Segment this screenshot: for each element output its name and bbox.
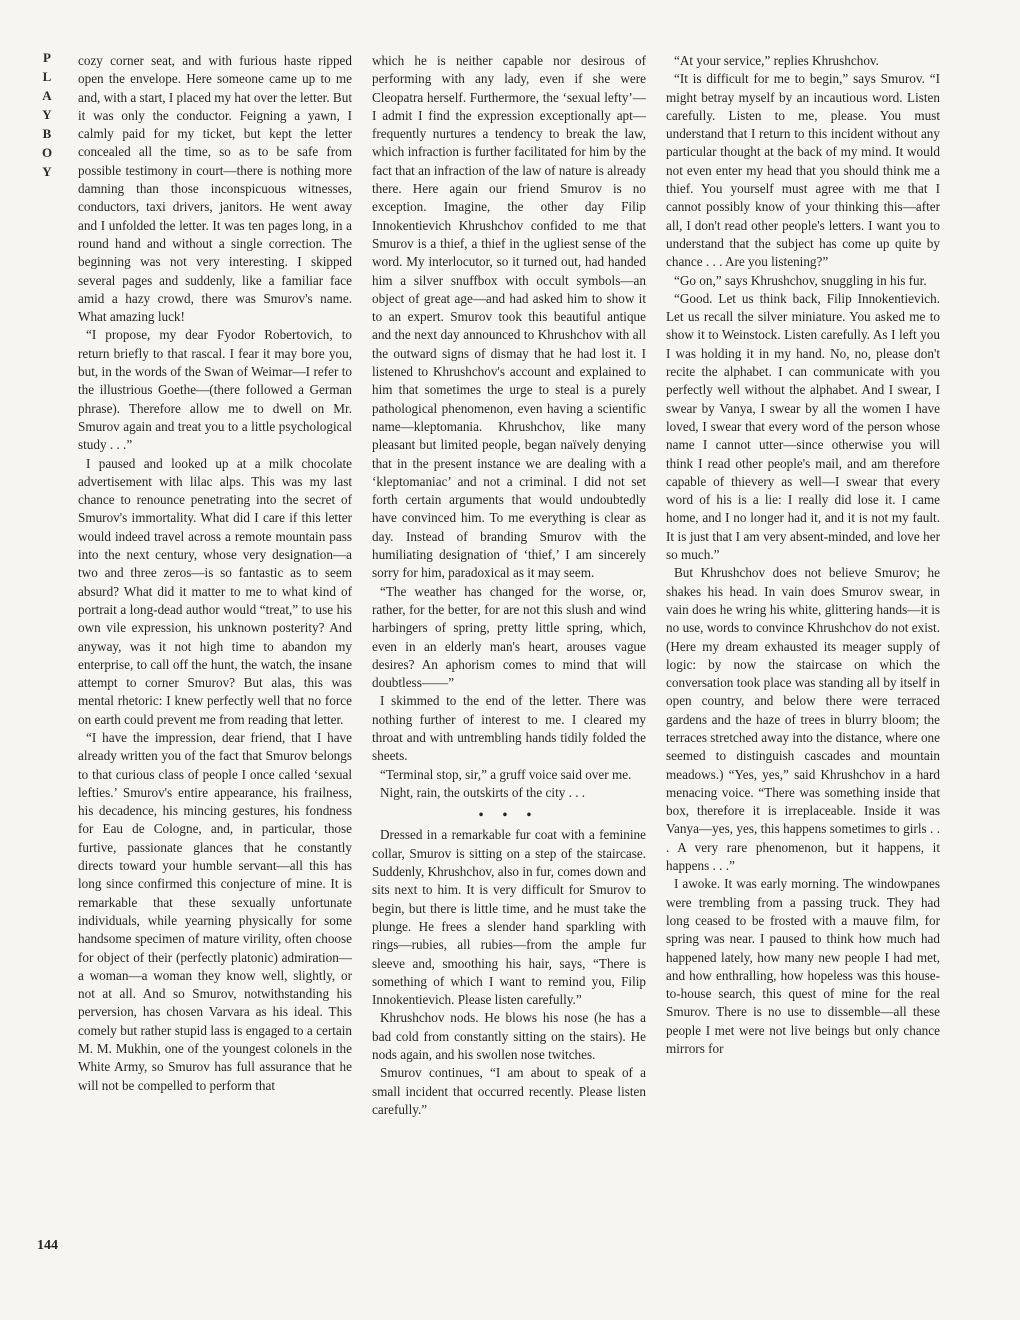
paragraph: “It is difficult for me to begin,” says Smurov. “I might betray myself by an incautious word. Listen carefully. Listen to me, please. You must understand that I return to this incident without any particular thought at the back of my mind. It would not even enter my head that you should think me a thief. You yourself must agree with me that I cannot possibly know of your thinking this—after all, I don't read other people's letters. I want you to understand that the subject has come up quite by chance . . . Are you listening?” (666, 71, 940, 270)
running-head-letter: P (43, 50, 51, 65)
text-column-2 (372, 52, 646, 1119)
paragraph: I paused and looked up at a milk chocolate advertisement with lilac alps. This was my last chance to renounce penetrating into the secret of Smurov's immortality. What did I care if this letter would indeed travel across a remote mountain pass into the next century, whose very designation—a two and three zeros—is so fantastic as to seem absurd? What did it matter to me to what kind of portrait a long-dead author would “treat,” to use his own vile expression, his unknown posterity? And anyway, was it not high time to abandon my enterprise, to call off the hunt, the watch, the insane attempt to corner Smurov? But alas, this was mental rhetoric: I knew perfectly well that no force on earth could prevent me from reading that letter. (78, 455, 352, 727)
running-head-letter: B (42, 126, 52, 141)
paragraph: “Go on,” says Khrushchov, snuggling in his fur. (674, 272, 927, 288)
paragraph: “Good. Let us think back, Filip Innokentievich. Let us recall the silver miniature. You asked me to show it to Weinstock. Listen carefully. As I left you I was holding it in my hand. No, no, please don't recite the alphabet. I can communicate with you perfectly well without the alphabet. And I swear, I swear by Vanya, I swear by all the women I have loved, I swear that every word of the person whose name I cannot utter—since otherwise you will think I read other people's mail, and am therefore capable of thievery as well—I swear that every word of his is a lie: I really did lose it. I came home, and I no longer had it, and it is not my fault. It is just that I am very absent-minded, and love her so much.” (666, 290, 940, 563)
paragraph: which he is neither capable nor desirous of performing with any lady, even if she were Cleopatra herself. Furthermore, the ‘sexual lefty’—I admit I find the expression exceptionally apt—frequently nurtures a tendency to break the law, which infraction is further facilitated for him by the fact that an infraction of the law of nature is already there. Here again our friend Smurov is no exception. Imagine, the other day Filip Innokentievich Khrushchov confided to me that Smurov is a thief, a thief in the ugliest sense of the word. My interlocutor, so it turned out, had handed him a silver snuffbox with occult symbols—an object of great age—and had asked him to show it to an expert. Smurov took this beautiful antique and the next day announced to Khrushchov with all the outward signs of dismay that he had lost it. I listened to Khrushchov's account and explained to him that sometimes the urge to steal is a purely pathological phenomenon, even having a scientific name—kleptomania. Khrushchov, like many pleasant but limited people, began naïvely denying that in the present instance we are dealing with a ‘kleptomaniac’ and not a criminal. I did not set forth certain arguments that would undoubtedly have convinced him. To me everything is clear as day. Instead of branding Smurov with the humiliating designation of ‘thief,’ I am sincerely sorry for him, paradoxical as it may seem. (372, 53, 646, 581)
paragraph: “I propose, my dear Fyodor Robertovich, to return briefly to that rascal. I fear it may bore you, but, in the words of the Swan of Weimar—I refer to the illustrious Goethe—(there followed a German phrase). Therefore allow me to dwell on Mr. Smurov again and treat you to a little psychological study . . .” (78, 327, 352, 453)
paragraph: “Terminal stop, sir,” a gruff voice said over me. (380, 766, 632, 782)
paragraph: Night, rain, the outskirts of the city . . . (380, 784, 586, 800)
paragraph: Smurov continues, “I am about to speak of a small incident that occurred recently. Please listen carefully.” (372, 1065, 646, 1117)
paragraph: I awoke. It was early morning. The windowpanes were trembling from a passing truck. They had long ceased to be frosted with a mauve film, for spring was near. I paused to think how much had happened lately, how many new people I had met, and how enthralling, how hopeless was this house-to-house search, this quest of mine for the real Smurov. There is no use to dissemble—all these people I met were not live beings but only chance mirrors for (666, 876, 940, 1057)
running-head-letter: Y (42, 107, 52, 122)
paragraph: “I have the impression, dear friend, that I have already written you of the fact that Smurov belongs to that curious class of people I once called ‘sexual lefties.’ Smurov's entire appearance, his frailness, his decadence, his mincing gestures, his fondness for Eau de Cologne, and, in particular, those furtive, passionate glances that he constantly directs toward your humble servant—all this has long since confirmed this conjecture of mine. It is remarkable that these sexually unfortunate individuals, while yearning physically for some handsome specimen of mature virility, often choose for object of their (perfectly platonic) admiration—a woman—a woman they know well, slightly, or not at all. And so Smurov, notwithstanding his perversion, has chosen Varvara as his ideal. This comely but rather stupid lass is engaged to a certain M. M. Mukhin, one of the youngest colonels in the White Army, so Smurov has full assurance that he will not be compelled to perform that (78, 729, 352, 1093)
paragraph: “The weather has changed for the worse, or, rather, for the better, for are not this slush and wind harbingers of spring, pretty little spring, which, even in an elderly man's heart, arouses vague desires? An aphorism comes to mind that will doubtless——” (372, 583, 646, 691)
running-head-vertical (36, 48, 58, 181)
page-number: 144 (37, 1238, 58, 1253)
paragraph: Khrushchov nods. He blows his nose (he has a bad cold from constantly sitting on the stairs). He nods again, and his swollen nose twitches. (372, 1010, 646, 1063)
running-head-letter: O (41, 145, 53, 160)
running-head-letter: Y (42, 164, 52, 179)
text-column-3 (666, 52, 940, 1058)
text-column-1 (78, 52, 352, 1095)
section-break: • • • (478, 807, 540, 823)
paragraph: Dressed in a remarkable fur coat with a feminine collar, Smurov is sitting on a step of the staircase. Suddenly, Khrushchov, also in fur, comes down and sits next to him. It is very difficult for Smurov to begin, but there is little time, and he must take the plunge. He frees a slender hand sparkling with rings—rubies, all rubies—from the ample fur sleeve and, smoothing his hair, says, “There is something of which I want to remind you, Filip Innokentievich. Please listen carefully.” (372, 827, 646, 1008)
running-head-letter: L (42, 69, 52, 84)
running-head-letter: A (42, 88, 52, 103)
paragraph: “At your service,” replies Khrushchov. (674, 53, 879, 68)
paragraph: I skimmed to the end of the letter. There was nothing further of interest to me. I cleared my throat and with untrembling hands tidily folded the sheets. (372, 693, 646, 764)
paragraph: But Khrushchov does not believe Smurov; he shakes his head. In vain does Smurov swear, in vain does he wring his white, glittering hands—it is no use, words to convince Khrushchov do not exist. (Here my dream exhausted its meager supply of logic: by now the staircase on which the conversation took place was standing all by itself in open country, and below there were terraced gardens and the haze of trees in blurry bloom; the terraces stretched away into the distance, where one seemed to distinguish cascades and mountain meadows.) “Yes, yes,” said Khrushchov in a hard menacing voice. “There was something inside that box, therefore it is irreplaceable. Inside it was Vanya—yes, yes, this happens sometimes to girls . . . A very rare phenomenon, but it happens, it happens . . .” (666, 565, 940, 874)
paragraph: cozy corner seat, and with furious haste ripped open the envelope. Here someone came up to me and, with a start, I placed my hat over the letter. But it was only the conductor. Feigning a yawn, I calmly paid for my ticket, but kept the letter concealed all the time, so as to be safe from possible testimony in court—there is nothing more damning than those inconspicuous witnesses, conductors, taxi drivers, janitors. He went away and I unfolded the letter. It was ten pages long, in a round hand and without a single correction. The beginning was not very interesting. I skipped several pages and suddenly, like a familiar face amid a hazy crowd, there was Smurov's name. What amazing luck! (78, 53, 352, 325)
